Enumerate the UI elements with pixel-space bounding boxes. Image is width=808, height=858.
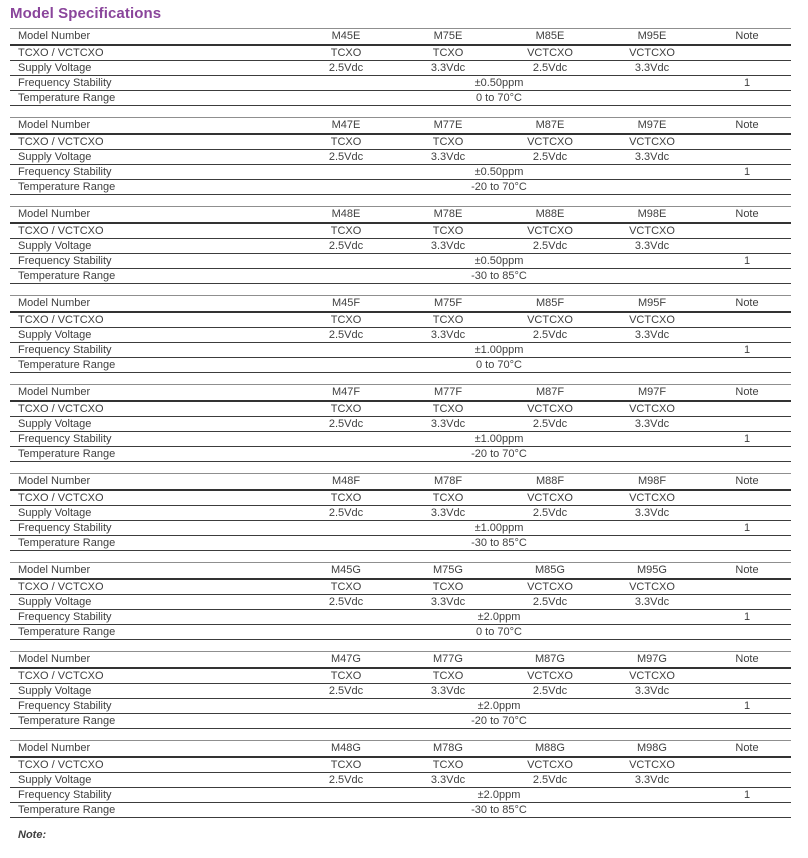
model-number-cell: M95G	[601, 563, 703, 580]
voltage-cell: 3.3Vdc	[397, 150, 499, 165]
page-title: Model Specifications	[10, 5, 162, 22]
voltage-cell: 3.3Vdc	[601, 595, 703, 610]
voltage-cell: 2.5Vdc	[499, 61, 601, 76]
type-cell: VCTCXO	[499, 45, 601, 61]
temperature-range-cell: 0 to 70°C	[295, 358, 703, 373]
row-label-frequency-stability: Frequency Stability	[10, 343, 295, 358]
temperature-range-row	[10, 714, 791, 729]
frequency-stability-row	[10, 610, 791, 625]
voltage-cell: 2.5Vdc	[295, 61, 397, 76]
supply-voltage-row	[10, 61, 791, 76]
model-number-cell: M78E	[397, 207, 499, 224]
note-column-header: Note	[703, 741, 791, 758]
voltage-cell: 3.3Vdc	[601, 328, 703, 343]
note-column-header: Note	[703, 296, 791, 313]
temperature-range-cell: 0 to 70°C	[295, 91, 703, 106]
row-label-supply-voltage: Supply Voltage	[10, 684, 295, 699]
voltage-cell: 2.5Vdc	[295, 417, 397, 432]
empty-cell	[703, 328, 791, 343]
frequency-stability-row	[10, 521, 791, 536]
type-row	[10, 757, 791, 773]
frequency-stability-row	[10, 432, 791, 447]
voltage-cell: 2.5Vdc	[295, 595, 397, 610]
row-label-type: TCXO / VCTCXO	[10, 223, 295, 239]
model-number-row	[10, 29, 791, 46]
row-label-type: TCXO / VCTCXO	[10, 757, 295, 773]
supply-voltage-row	[10, 239, 791, 254]
spec-table	[10, 740, 791, 818]
row-label-supply-voltage: Supply Voltage	[10, 239, 295, 254]
type-cell: TCXO	[397, 134, 499, 150]
type-cell: VCTCXO	[601, 401, 703, 417]
type-cell: TCXO	[397, 668, 499, 684]
model-number-cell: M95E	[601, 29, 703, 46]
spec-table	[10, 28, 791, 106]
empty-cell	[703, 223, 791, 239]
model-number-cell: M85F	[499, 296, 601, 313]
type-row	[10, 45, 791, 61]
supply-voltage-row	[10, 684, 791, 699]
temperature-range-row	[10, 803, 791, 818]
voltage-cell: 2.5Vdc	[499, 417, 601, 432]
stability-note-cell: 1	[703, 788, 791, 803]
model-number-row	[10, 296, 791, 313]
model-number-cell: M45F	[295, 296, 397, 313]
empty-cell	[703, 684, 791, 699]
empty-cell	[703, 773, 791, 788]
voltage-cell: 2.5Vdc	[499, 506, 601, 521]
type-cell: VCTCXO	[499, 579, 601, 595]
type-cell: VCTCXO	[499, 668, 601, 684]
model-number-row	[10, 741, 791, 758]
voltage-cell: 2.5Vdc	[499, 150, 601, 165]
model-number-cell: M77E	[397, 118, 499, 135]
type-row	[10, 668, 791, 684]
row-label-frequency-stability: Frequency Stability	[10, 432, 295, 447]
supply-voltage-row	[10, 773, 791, 788]
row-label-model-number: Model Number	[10, 385, 295, 402]
row-label-frequency-stability: Frequency Stability	[10, 788, 295, 803]
spec-tables-container	[10, 28, 808, 818]
model-number-cell: M75F	[397, 296, 499, 313]
temperature-range-row	[10, 625, 791, 640]
voltage-cell: 3.3Vdc	[601, 417, 703, 432]
type-row	[10, 401, 791, 417]
model-number-cell: M78F	[397, 474, 499, 491]
note-column-header: Note	[703, 118, 791, 135]
model-number-cell: M98G	[601, 741, 703, 758]
type-cell: VCTCXO	[499, 401, 601, 417]
row-label-supply-voltage: Supply Voltage	[10, 61, 295, 76]
voltage-cell: 2.5Vdc	[295, 328, 397, 343]
row-label-temperature-range: Temperature Range	[10, 358, 295, 373]
model-number-cell: M95F	[601, 296, 703, 313]
model-number-row	[10, 207, 791, 224]
note-column-header: Note	[703, 474, 791, 491]
row-label-temperature-range: Temperature Range	[10, 536, 295, 551]
stability-note-cell: 1	[703, 610, 791, 625]
model-number-cell: M48F	[295, 474, 397, 491]
spec-table	[10, 117, 791, 195]
row-label-frequency-stability: Frequency Stability	[10, 610, 295, 625]
empty-cell	[703, 401, 791, 417]
frequency-stability-cell: ±1.00ppm	[295, 343, 703, 358]
row-label-supply-voltage: Supply Voltage	[10, 417, 295, 432]
type-cell: VCTCXO	[601, 45, 703, 61]
model-number-cell: M47F	[295, 385, 397, 402]
frequency-stability-cell: ±1.00ppm	[295, 521, 703, 536]
row-label-supply-voltage: Supply Voltage	[10, 773, 295, 788]
model-number-cell: M48E	[295, 207, 397, 224]
row-label-type: TCXO / VCTCXO	[10, 312, 295, 328]
model-number-cell: M85E	[499, 29, 601, 46]
row-label-temperature-range: Temperature Range	[10, 714, 295, 729]
supply-voltage-row	[10, 328, 791, 343]
empty-cell	[703, 312, 791, 328]
spec-table	[10, 562, 791, 640]
model-number-cell: M75E	[397, 29, 499, 46]
row-label-type: TCXO / VCTCXO	[10, 45, 295, 61]
empty-cell	[703, 757, 791, 773]
frequency-stability-row	[10, 254, 791, 269]
row-label-type: TCXO / VCTCXO	[10, 579, 295, 595]
footer-note-label: Note:	[18, 829, 47, 841]
voltage-cell: 3.3Vdc	[397, 417, 499, 432]
temperature-range-cell: -30 to 85°C	[295, 269, 703, 284]
frequency-stability-cell: ±1.00ppm	[295, 432, 703, 447]
model-number-cell: M77F	[397, 385, 499, 402]
type-cell: TCXO	[295, 223, 397, 239]
supply-voltage-row	[10, 417, 791, 432]
empty-cell	[703, 506, 791, 521]
empty-cell	[703, 714, 791, 729]
row-label-frequency-stability: Frequency Stability	[10, 699, 295, 714]
model-number-cell: M78G	[397, 741, 499, 758]
model-number-row	[10, 563, 791, 580]
model-number-cell: M87F	[499, 385, 601, 402]
model-number-cell: M47G	[295, 652, 397, 669]
stability-note-cell: 1	[703, 165, 791, 180]
row-label-temperature-range: Temperature Range	[10, 180, 295, 195]
type-cell: VCTCXO	[499, 223, 601, 239]
type-cell: VCTCXO	[601, 668, 703, 684]
stability-note-cell: 1	[703, 432, 791, 447]
voltage-cell: 2.5Vdc	[499, 595, 601, 610]
type-cell: VCTCXO	[601, 223, 703, 239]
voltage-cell: 3.3Vdc	[397, 61, 499, 76]
voltage-cell: 3.3Vdc	[397, 506, 499, 521]
voltage-cell: 3.3Vdc	[397, 684, 499, 699]
frequency-stability-cell: ±0.50ppm	[295, 254, 703, 269]
row-label-model-number: Model Number	[10, 29, 295, 46]
note-column-header: Note	[703, 29, 791, 46]
type-cell: TCXO	[397, 490, 499, 506]
empty-cell	[703, 490, 791, 506]
spec-table	[10, 473, 791, 551]
empty-cell	[703, 595, 791, 610]
row-label-frequency-stability: Frequency Stability	[10, 76, 295, 91]
model-number-row	[10, 474, 791, 491]
model-number-cell: M47E	[295, 118, 397, 135]
type-cell: TCXO	[397, 312, 499, 328]
empty-cell	[703, 625, 791, 640]
type-row	[10, 312, 791, 328]
note-column-header: Note	[703, 207, 791, 224]
voltage-cell: 2.5Vdc	[499, 773, 601, 788]
model-number-cell: M85G	[499, 563, 601, 580]
row-label-frequency-stability: Frequency Stability	[10, 521, 295, 536]
row-label-model-number: Model Number	[10, 296, 295, 313]
frequency-stability-cell: ±0.50ppm	[295, 165, 703, 180]
model-number-cell: M97F	[601, 385, 703, 402]
row-label-model-number: Model Number	[10, 741, 295, 758]
row-label-type: TCXO / VCTCXO	[10, 134, 295, 150]
row-label-temperature-range: Temperature Range	[10, 269, 295, 284]
voltage-cell: 2.5Vdc	[499, 684, 601, 699]
type-row	[10, 134, 791, 150]
note-column-header: Note	[703, 385, 791, 402]
model-number-cell: M97G	[601, 652, 703, 669]
model-number-row	[10, 652, 791, 669]
type-cell: TCXO	[397, 223, 499, 239]
empty-cell	[703, 358, 791, 373]
model-number-cell: M87E	[499, 118, 601, 135]
temperature-range-cell: -20 to 70°C	[295, 714, 703, 729]
spec-table	[10, 206, 791, 284]
row-label-model-number: Model Number	[10, 118, 295, 135]
type-cell: TCXO	[295, 490, 397, 506]
model-number-cell: M98F	[601, 474, 703, 491]
row-label-supply-voltage: Supply Voltage	[10, 150, 295, 165]
frequency-stability-row	[10, 76, 791, 91]
type-cell: TCXO	[295, 668, 397, 684]
voltage-cell: 3.3Vdc	[397, 239, 499, 254]
row-label-type: TCXO / VCTCXO	[10, 401, 295, 417]
type-cell: VCTCXO	[499, 490, 601, 506]
frequency-stability-row	[10, 343, 791, 358]
supply-voltage-row	[10, 595, 791, 610]
empty-cell	[703, 447, 791, 462]
model-number-cell: M45E	[295, 29, 397, 46]
empty-cell	[703, 45, 791, 61]
row-label-temperature-range: Temperature Range	[10, 91, 295, 106]
model-number-cell: M88G	[499, 741, 601, 758]
empty-cell	[703, 803, 791, 818]
temperature-range-row	[10, 447, 791, 462]
frequency-stability-cell: ±2.0ppm	[295, 699, 703, 714]
voltage-cell: 3.3Vdc	[397, 328, 499, 343]
type-cell: VCTCXO	[499, 757, 601, 773]
row-label-model-number: Model Number	[10, 474, 295, 491]
type-cell: TCXO	[295, 757, 397, 773]
voltage-cell: 3.3Vdc	[601, 61, 703, 76]
voltage-cell: 2.5Vdc	[295, 773, 397, 788]
model-number-cell: M75G	[397, 563, 499, 580]
type-cell: VCTCXO	[499, 312, 601, 328]
type-cell: VCTCXO	[601, 579, 703, 595]
row-label-model-number: Model Number	[10, 207, 295, 224]
row-label-supply-voltage: Supply Voltage	[10, 328, 295, 343]
stability-note-cell: 1	[703, 699, 791, 714]
model-number-row	[10, 385, 791, 402]
type-cell: TCXO	[397, 45, 499, 61]
type-cell: TCXO	[295, 134, 397, 150]
empty-cell	[703, 668, 791, 684]
temperature-range-cell: -30 to 85°C	[295, 803, 703, 818]
type-cell: TCXO	[295, 312, 397, 328]
row-label-temperature-range: Temperature Range	[10, 803, 295, 818]
stability-note-cell: 1	[703, 343, 791, 358]
model-number-cell: M87G	[499, 652, 601, 669]
frequency-stability-cell: ±0.50ppm	[295, 76, 703, 91]
row-label-frequency-stability: Frequency Stability	[10, 165, 295, 180]
model-number-cell: M88F	[499, 474, 601, 491]
empty-cell	[703, 417, 791, 432]
temperature-range-row	[10, 91, 791, 106]
row-label-supply-voltage: Supply Voltage	[10, 595, 295, 610]
row-label-type: TCXO / VCTCXO	[10, 490, 295, 506]
frequency-stability-row	[10, 699, 791, 714]
frequency-stability-row	[10, 788, 791, 803]
temperature-range-cell: -20 to 70°C	[295, 447, 703, 462]
spec-table	[10, 384, 791, 462]
type-cell: VCTCXO	[601, 134, 703, 150]
type-cell: TCXO	[397, 401, 499, 417]
model-number-cell: M45G	[295, 563, 397, 580]
voltage-cell: 3.3Vdc	[601, 239, 703, 254]
voltage-cell: 2.5Vdc	[295, 239, 397, 254]
type-cell: VCTCXO	[499, 134, 601, 150]
temperature-range-cell: -30 to 85°C	[295, 536, 703, 551]
frequency-stability-row	[10, 165, 791, 180]
empty-cell	[703, 150, 791, 165]
type-cell: TCXO	[295, 579, 397, 595]
type-cell: VCTCXO	[601, 757, 703, 773]
empty-cell	[703, 579, 791, 595]
row-label-temperature-range: Temperature Range	[10, 447, 295, 462]
temperature-range-cell: 0 to 70°C	[295, 625, 703, 640]
model-number-cell: M97E	[601, 118, 703, 135]
row-label-temperature-range: Temperature Range	[10, 625, 295, 640]
temperature-range-row	[10, 180, 791, 195]
stability-note-cell: 1	[703, 76, 791, 91]
voltage-cell: 2.5Vdc	[295, 506, 397, 521]
voltage-cell: 3.3Vdc	[397, 595, 499, 610]
type-cell: TCXO	[295, 45, 397, 61]
stability-note-cell: 1	[703, 254, 791, 269]
type-row	[10, 223, 791, 239]
model-number-row	[10, 118, 791, 135]
voltage-cell: 2.5Vdc	[499, 328, 601, 343]
model-number-cell: M98E	[601, 207, 703, 224]
frequency-stability-cell: ±2.0ppm	[295, 610, 703, 625]
voltage-cell: 2.5Vdc	[295, 150, 397, 165]
supply-voltage-row	[10, 506, 791, 521]
voltage-cell: 2.5Vdc	[499, 239, 601, 254]
empty-cell	[703, 239, 791, 254]
row-label-model-number: Model Number	[10, 652, 295, 669]
row-label-type: TCXO / VCTCXO	[10, 668, 295, 684]
model-number-cell: M48G	[295, 741, 397, 758]
empty-cell	[703, 269, 791, 284]
voltage-cell: 3.3Vdc	[601, 150, 703, 165]
row-label-model-number: Model Number	[10, 563, 295, 580]
type-cell: VCTCXO	[601, 312, 703, 328]
type-cell: TCXO	[397, 757, 499, 773]
empty-cell	[703, 134, 791, 150]
voltage-cell: 3.3Vdc	[601, 684, 703, 699]
type-cell: VCTCXO	[601, 490, 703, 506]
empty-cell	[703, 536, 791, 551]
stability-note-cell: 1	[703, 521, 791, 536]
model-number-cell: M88E	[499, 207, 601, 224]
type-cell: TCXO	[397, 579, 499, 595]
temperature-range-row	[10, 536, 791, 551]
voltage-cell: 2.5Vdc	[295, 684, 397, 699]
voltage-cell: 3.3Vdc	[397, 773, 499, 788]
spec-table	[10, 651, 791, 729]
empty-cell	[703, 180, 791, 195]
voltage-cell: 3.3Vdc	[601, 773, 703, 788]
spec-table	[10, 295, 791, 373]
type-row	[10, 490, 791, 506]
type-row	[10, 579, 791, 595]
supply-voltage-row	[10, 150, 791, 165]
row-label-frequency-stability: Frequency Stability	[10, 254, 295, 269]
voltage-cell: 3.3Vdc	[601, 506, 703, 521]
frequency-stability-cell: ±2.0ppm	[295, 788, 703, 803]
note-column-header: Note	[703, 563, 791, 580]
temperature-range-row	[10, 269, 791, 284]
temperature-range-cell: -20 to 70°C	[295, 180, 703, 195]
note-column-header: Note	[703, 652, 791, 669]
empty-cell	[703, 91, 791, 106]
model-number-cell: M77G	[397, 652, 499, 669]
row-label-supply-voltage: Supply Voltage	[10, 506, 295, 521]
type-cell: TCXO	[295, 401, 397, 417]
empty-cell	[703, 61, 791, 76]
temperature-range-row	[10, 358, 791, 373]
